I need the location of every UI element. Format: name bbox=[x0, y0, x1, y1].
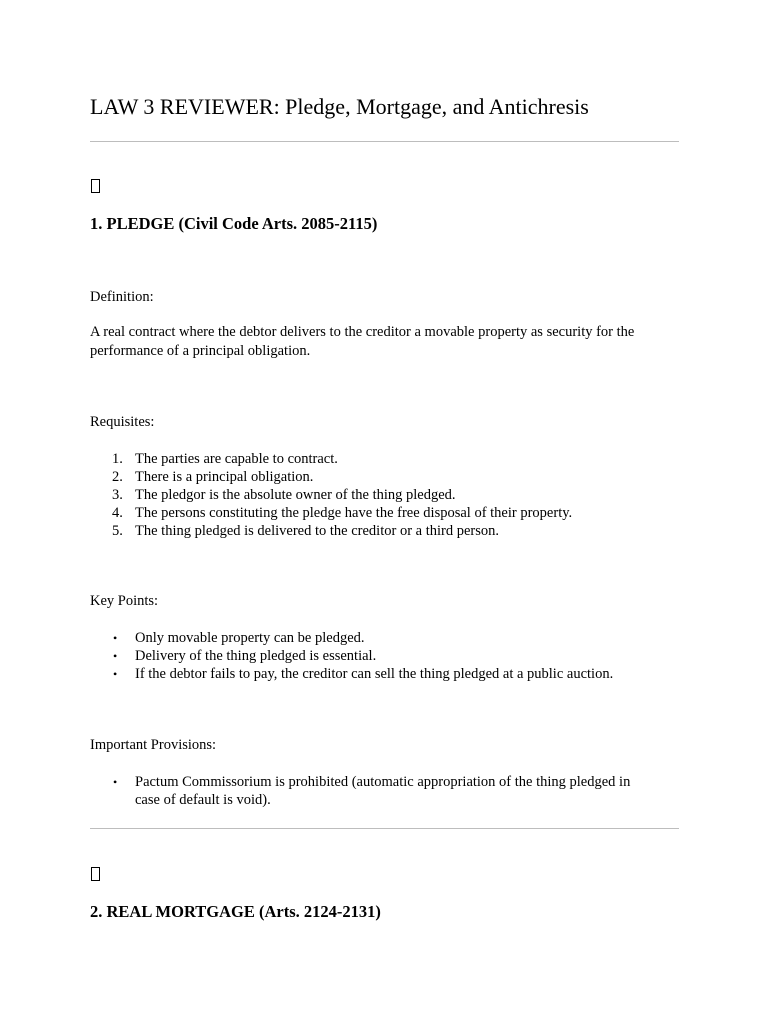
list-item: • Only movable property can be pledged. bbox=[113, 630, 365, 646]
definition-label: Definition: bbox=[90, 289, 154, 305]
list-item: 4. The persons constituting the pledge have the free disposal of their property. bbox=[112, 505, 573, 521]
provisions-list bbox=[90, 773, 679, 809]
list-item: • Pactum Commissorium is prohibited (automatic appropriation of the thing pledged in case of default is void). bbox=[113, 774, 631, 808]
bullet-icon: • bbox=[113, 631, 118, 645]
provisions-label: Important Provisions: bbox=[90, 737, 217, 753]
list-item: • Delivery of the thing pledged is essential. bbox=[113, 648, 377, 664]
bullet-icon: • bbox=[113, 649, 118, 663]
list-item: 1. The parties are capable to contract. bbox=[112, 451, 338, 467]
horizontal-rule bbox=[90, 141, 679, 142]
requisites-list bbox=[90, 450, 679, 540]
horizontal-rule bbox=[90, 828, 679, 829]
section-heading-real-mortgage: 2. REAL MORTGAGE (Arts. 2124-2131) bbox=[90, 902, 381, 921]
key-points-list bbox=[90, 629, 679, 683]
requisites-label: Requisites: bbox=[90, 414, 155, 430]
list-item: 5. The thing pledged is delivered to the creditor or a third person. bbox=[112, 523, 500, 539]
missing-glyph-icon bbox=[91, 179, 100, 193]
bullet-icon: • bbox=[113, 667, 118, 681]
key-points-label: Key Points: bbox=[90, 593, 159, 609]
list-item: 2. There is a principal obligation. bbox=[112, 469, 314, 485]
list-item: 3. The pledgor is the absolute owner of the thing pledged. bbox=[112, 487, 456, 503]
document-title: LAW 3 REVIEWER: Pledge, Mortgage, and Antichresis bbox=[90, 94, 589, 119]
bullet-icon: • bbox=[113, 775, 118, 789]
list-item: • If the debtor fails to pay, the creditor can sell the thing pledged at a public auction. bbox=[113, 666, 614, 682]
section-heading-pledge: 1. PLEDGE (Civil Code Arts. 2085-2115) bbox=[90, 214, 378, 233]
missing-glyph-icon bbox=[91, 867, 100, 881]
definition-text: A real contract where the debtor delivers to the creditor a movable property as security for the performance of a principal obligation. bbox=[90, 324, 635, 359]
